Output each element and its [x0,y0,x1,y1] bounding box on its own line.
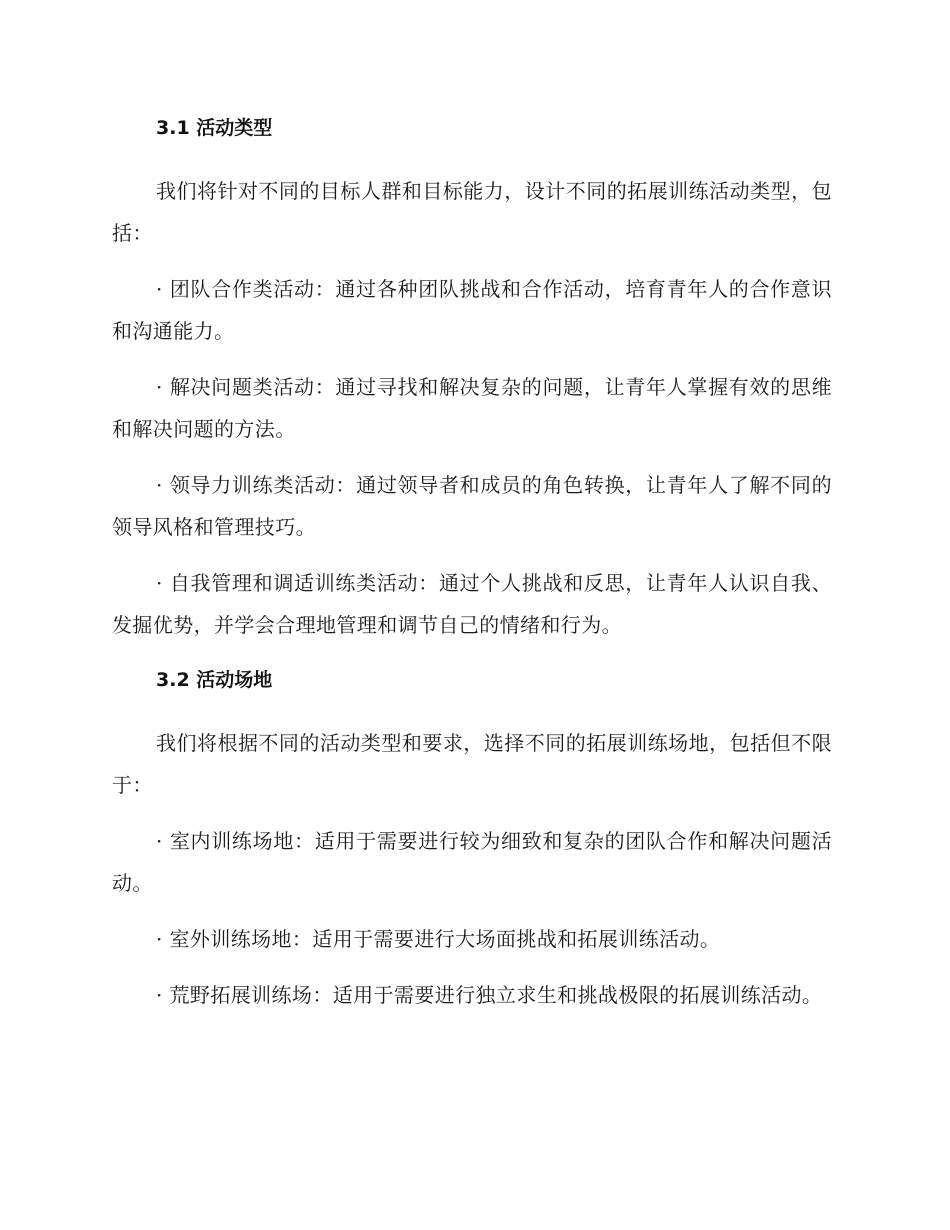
section-intro-activity-types: 我们将针对不同的目标人群和目标能力，设计不同的拓展训练活动类型，包括： [112,179,832,245]
list-item-leadership-training: · 领导力训练类活动：通过领导者和成员的角色转换，让青年人了解不同的领导风格和管理技巧。 [112,473,832,539]
section-heading-activity-venues: 3.2 活动场地 [156,669,273,691]
section-heading-activity-types: 3.1 活动类型 [156,117,273,139]
list-item-outdoor-venue: · 室外训练场地：适用于需要进行大场面挑战和拓展训练活动。 [156,927,721,951]
list-item-team-cooperation: · 团队合作类活动：通过各种团队挑战和合作活动，培育青年人的合作意识和沟通能力。 [112,277,832,343]
list-item-self-management: · 自我管理和调适训练类活动：通过个人挑战和反思，让青年人认识自我、发掘优势，并学会合理地管理和调节自己的情绪和行为。 [112,571,832,637]
section-intro-activity-venues: 我们将根据不同的活动类型和要求，选择不同的拓展训练场地，包括但不限于： [112,731,832,797]
list-item-indoor-venue: · 室内训练场地：适用于需要进行较为细致和复杂的团队合作和解决问题活动。 [112,829,832,895]
document-body [112,108,832,1030]
list-item-wilderness-venue: · 荒野拓展训练场：适用于需要进行独立求生和挑战极限的拓展训练活动。 [156,983,823,1007]
list-item-problem-solving: · 解决问题类活动：通过寻找和解决复杂的问题，让青年人掌握有效的思维和解决问题的方法。 [112,375,832,441]
